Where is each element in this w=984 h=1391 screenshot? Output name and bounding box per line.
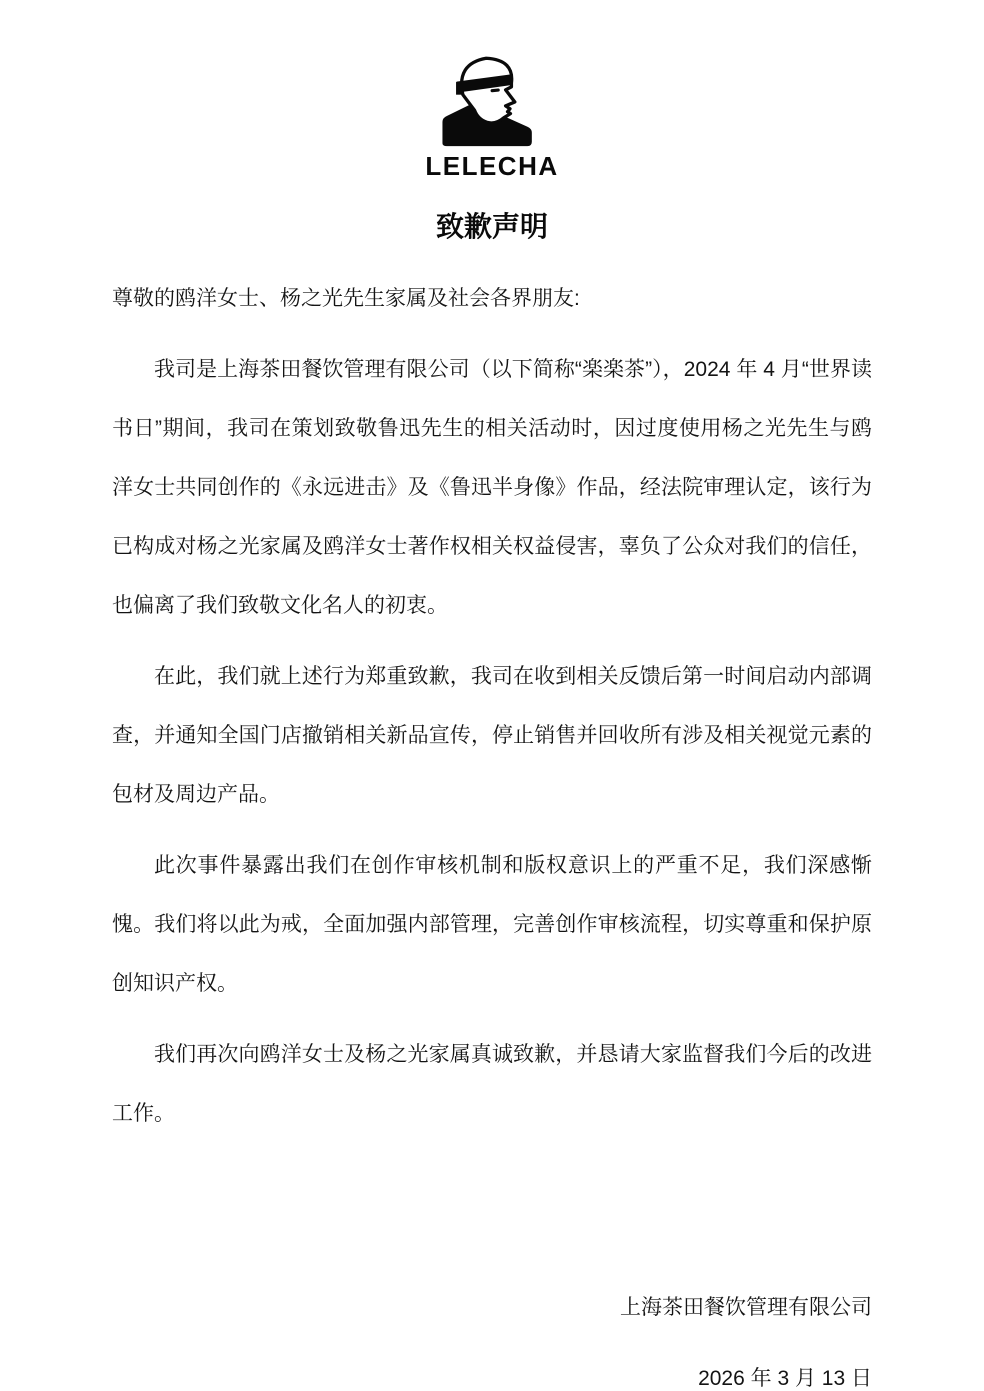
lelecha-logo bbox=[0, 0, 984, 179]
paragraph-3: 此次事件暴露出我们在创作审核机制和版权意识上的严重不足，我们深感惭愧。我们将以此为戒，全面加强内部管理，完善创作审核流程，切实尊重和保护原创知识产权。 bbox=[112, 854, 872, 995]
letter-body bbox=[0, 269, 984, 1391]
brand-wordmark: LELECHA bbox=[425, 151, 559, 181]
paragraph-1: 我司是上海茶田餐饮管理有限公司（以下简称“楽楽茶”），2024 年 4 月“世界读书日”期间，我司在策划致敬鲁迅先生的相关活动时，因过度使用杨之光先生与鸥洋女士共同创作的《永远进击》及《鲁迅半身像》作品，经法院审理认定，该行为已构成对杨之光家属及鸥洋女士著作权相关权益侵害，辜负了公众对我们的信任，也偏离了我们致敬文化名人的初衷。 bbox=[112, 358, 872, 617]
lelecha-head-icon bbox=[432, 50, 552, 152]
signature-block bbox=[112, 1295, 872, 1391]
document-title: 致歉声明 bbox=[435, 211, 548, 242]
salutation: 尊敬的鸥洋女士、杨之光先生家属及社会各界朋友: bbox=[112, 287, 580, 310]
paragraph-2: 在此，我们就上述行为郑重致歉，我司在收到相关反馈后第一时间启动内部调查，并通知全国门店撤销相关新品宣传，停止销售并回收所有涉及相关视觉元素的包材及周边产品。 bbox=[112, 665, 872, 806]
signature-date: 2026 年 3 月 13 日 bbox=[698, 1367, 872, 1390]
paragraph-4: 我们再次向鸥洋女士及杨之光家属真诚致歉，并恳请大家监督我们今后的改进工作。 bbox=[112, 1043, 872, 1125]
signature-company: 上海茶田餐饮管理有限公司 bbox=[620, 1296, 872, 1319]
